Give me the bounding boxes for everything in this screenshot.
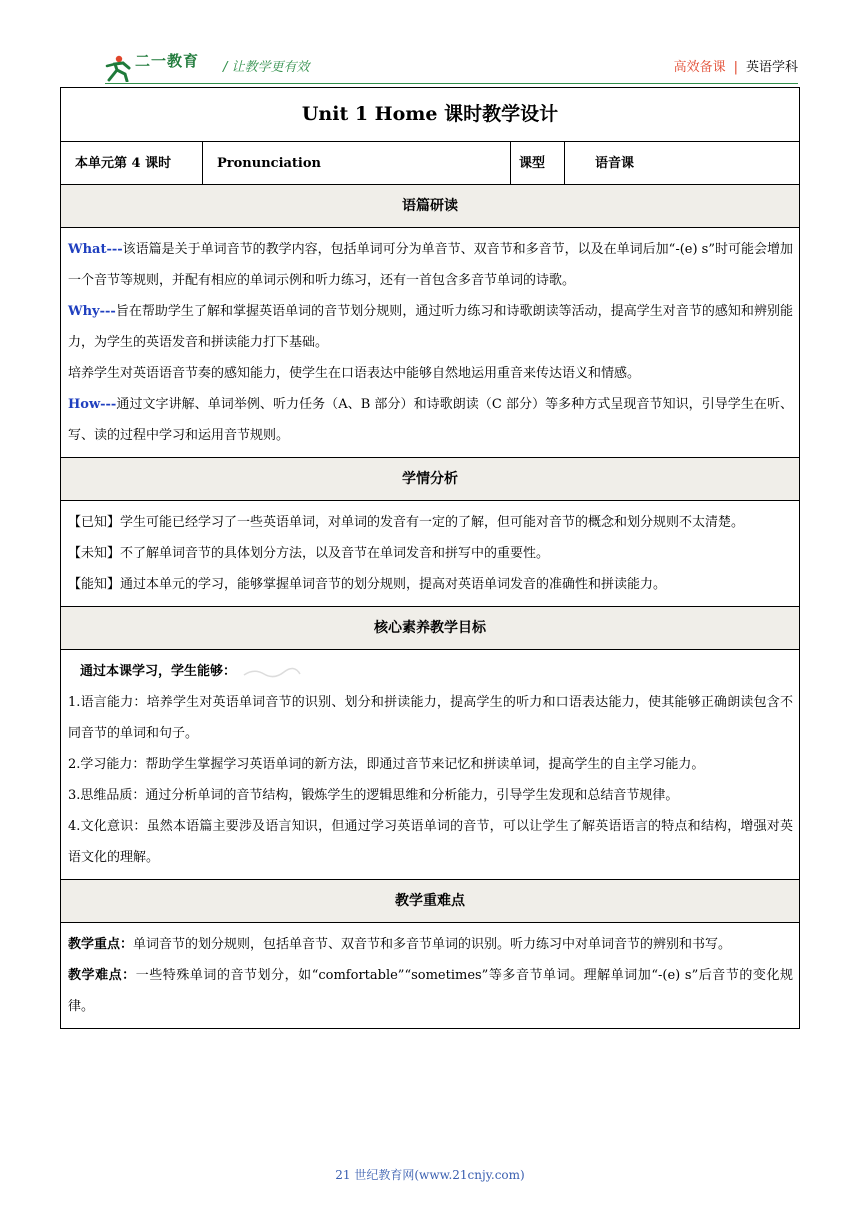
type-value: 语音课 [565,142,800,185]
extra-paragraph: 培养学生对英语语音节奏的感知能力，使学生在口语表达中能够自然地运用重音来传达语义和情感。 [68,366,641,381]
known-paragraph: 【已知】学生可能已经学习了一些英语单词，对单词的发音有一定的了解，但可能对音节的概念和划分规则不太清楚。 [68,515,745,530]
section-heading-key-points: 教学重难点 [61,880,800,923]
type-label: 课型 [511,142,565,185]
difficulty-paragraph [68,960,793,1022]
lesson-plan-table [60,87,800,1029]
info-row [61,142,800,185]
text-analysis-body [61,228,800,458]
slogan: / 让教学更有效 [223,60,310,75]
key-points-body [61,923,800,1029]
what-label: What--- [68,242,123,257]
subject-label [674,56,798,75]
goal-1: 1.语言能力：培养学生对英语单词音节的识别、划分和拼读能力，提高学生的听力和口语表达能力，使其能够正确朗读包含不同音节的单词和句子。 [68,695,793,741]
lesson-number: 本单元第 4 课时 [61,142,203,185]
subject-name: 英语学科 [745,60,798,75]
section-heading-text-analysis: 语篇研读 [61,185,800,228]
logo-text: 二一教育 [135,52,200,70]
difficulty-text: 一些特殊单词的音节划分，如“comfortable”“sometimes”等多音节单词。理解单词加“-(e) s”后音节的变化规律。 [68,968,793,1014]
goal-2: 2.学习能力：帮助学生掌握学习英语单词的新方法，即通过音节来记忆和拼读单词，提高学生的自主学习能力。 [68,757,705,772]
goal-4: 4.文化意识：虽然本语篇主要涉及语言知识，但通过学习英语单词的音节，可以让学生了解英语语言的特点和结构，增强对英语文化的理解。 [68,819,793,865]
why-text: 旨在帮助学生了解和掌握英语单词的音节划分规则，通过听力练习和诗歌朗读等活动，提高学生对音节的感知和辨别能力，为学生的英语发音和拼读能力打下基础。 [68,304,793,350]
objectives-intro [68,656,793,687]
lesson-topic: Pronunciation [203,142,511,185]
page-header [105,48,798,82]
section-heading-objectives: 核心素养教学目标 [61,607,800,650]
what-text: 该语篇是关于单词音节的教学内容，包括单词可分为单音节、双音节和多音节，以及在单词后加“-(e) s”时可能会增加一个音节等规则，并配有相应的单词示例和听力练习，还有一首包含多音节单词的诗歌。 [68,242,793,288]
page-footer: 21 世纪教育网(www.21cnjy.com) [335,1168,525,1182]
watermark-icon [242,666,302,678]
why-paragraph [68,296,793,358]
prep-label: 高效备课 [673,60,726,75]
key-point-text: 单词音节的划分规则，包括单音节、双音节和多音节单词的识别。听力练习中对单词音节的辨别和书写。 [133,937,732,952]
what-paragraph [68,234,793,296]
section-heading-learner-analysis: 学情分析 [61,458,800,501]
learner-analysis-body [61,501,800,607]
objectives-body [61,650,800,880]
why-label: Why--- [68,304,116,319]
objectives-intro-text: 通过本课学习，学生能够： [80,664,237,679]
goal-3: 3.思维品质：通过分析单词的音节结构，锻炼学生的逻辑思维和分析能力，引导学生发现和总结音节规律。 [68,788,679,803]
able-paragraph: 【能知】通过本单元的学习，能够掌握单词音节的划分规则，提高对英语单词发音的准确性和拼读能力。 [68,577,667,592]
how-paragraph [68,389,793,451]
unknown-paragraph: 【未知】不了解单词音节的具体划分方法，以及音节在单词发音和拼写中的重要性。 [68,546,550,561]
header-separator: | [733,60,738,75]
how-text: 通过文字讲解、单词举例、听力任务（A、B 部分）和诗歌朗读（C 部分）等多种方式呈现音节知识，引导学生在听、写、读的过程中学习和运用音节规则。 [68,397,793,443]
difficulty-label: 教学难点： [68,968,136,983]
how-label: How--- [68,397,117,412]
key-point-label: 教学重点： [68,937,134,952]
header-divider [105,83,798,84]
page-title: Unit 1 Home 课时教学设计 [61,88,800,142]
key-point-paragraph [68,929,793,960]
